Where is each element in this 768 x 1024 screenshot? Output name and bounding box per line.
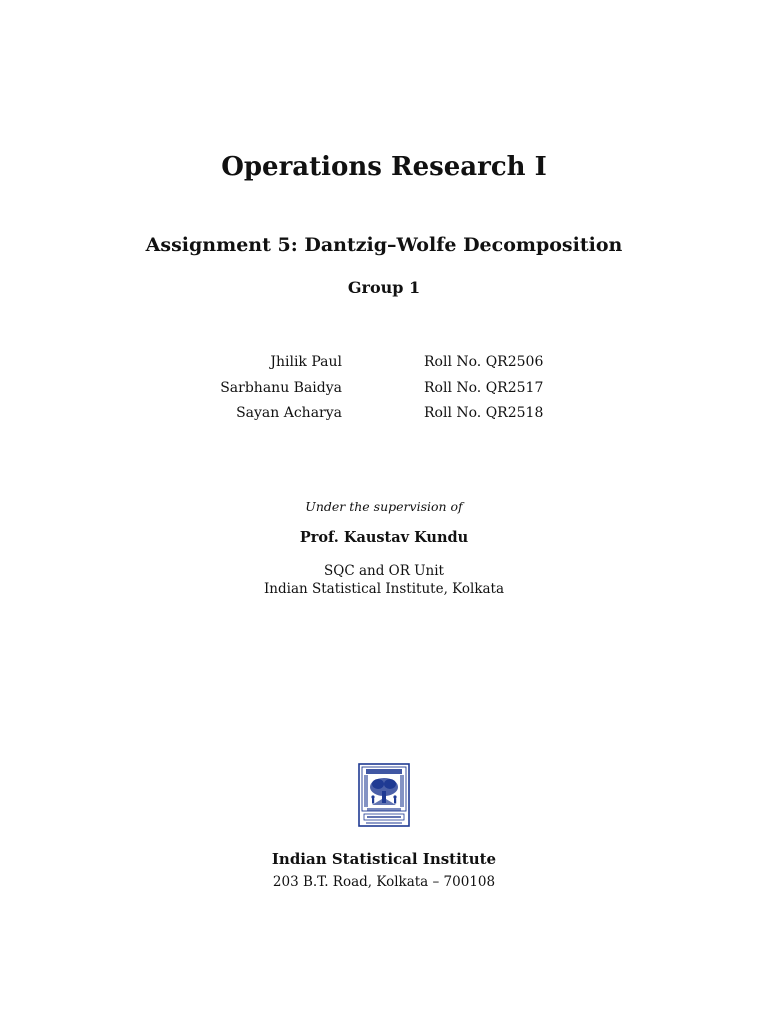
member-row [0,354,768,380]
institute-address: 203 B.T. Road, Kolkata – 700108 [272,874,496,890]
member-roll: Roll No. QR2517 [424,379,544,396]
member-row [0,405,768,431]
member-list [0,354,768,431]
member-name: Jhilik Paul [270,354,342,370]
isi-emblem-icon [358,763,410,827]
supervision-caption: Under the supervision of [305,499,463,514]
supervisor-unit: SQC and OR Unit [324,563,444,579]
member-name: Sarbhanu Baidya [220,379,342,396]
member-row [0,380,768,406]
member-roll: Roll No. QR2506 [424,354,544,370]
course-title: Operations Research I [221,152,547,182]
institute-name: Indian Statistical Institute [271,850,497,868]
group-label: Group 1 [347,278,421,297]
supervisor-name: Prof. Kaustav Kundu [299,529,469,546]
supervisor-institute: Indian Statistical Institute, Kolkata [263,581,505,597]
assignment-title: Assignment 5: Dantzig–Wolfe Decomposition [145,234,623,256]
member-name: Sayan Acharya [236,405,342,421]
member-roll: Roll No. QR2518 [424,405,544,421]
